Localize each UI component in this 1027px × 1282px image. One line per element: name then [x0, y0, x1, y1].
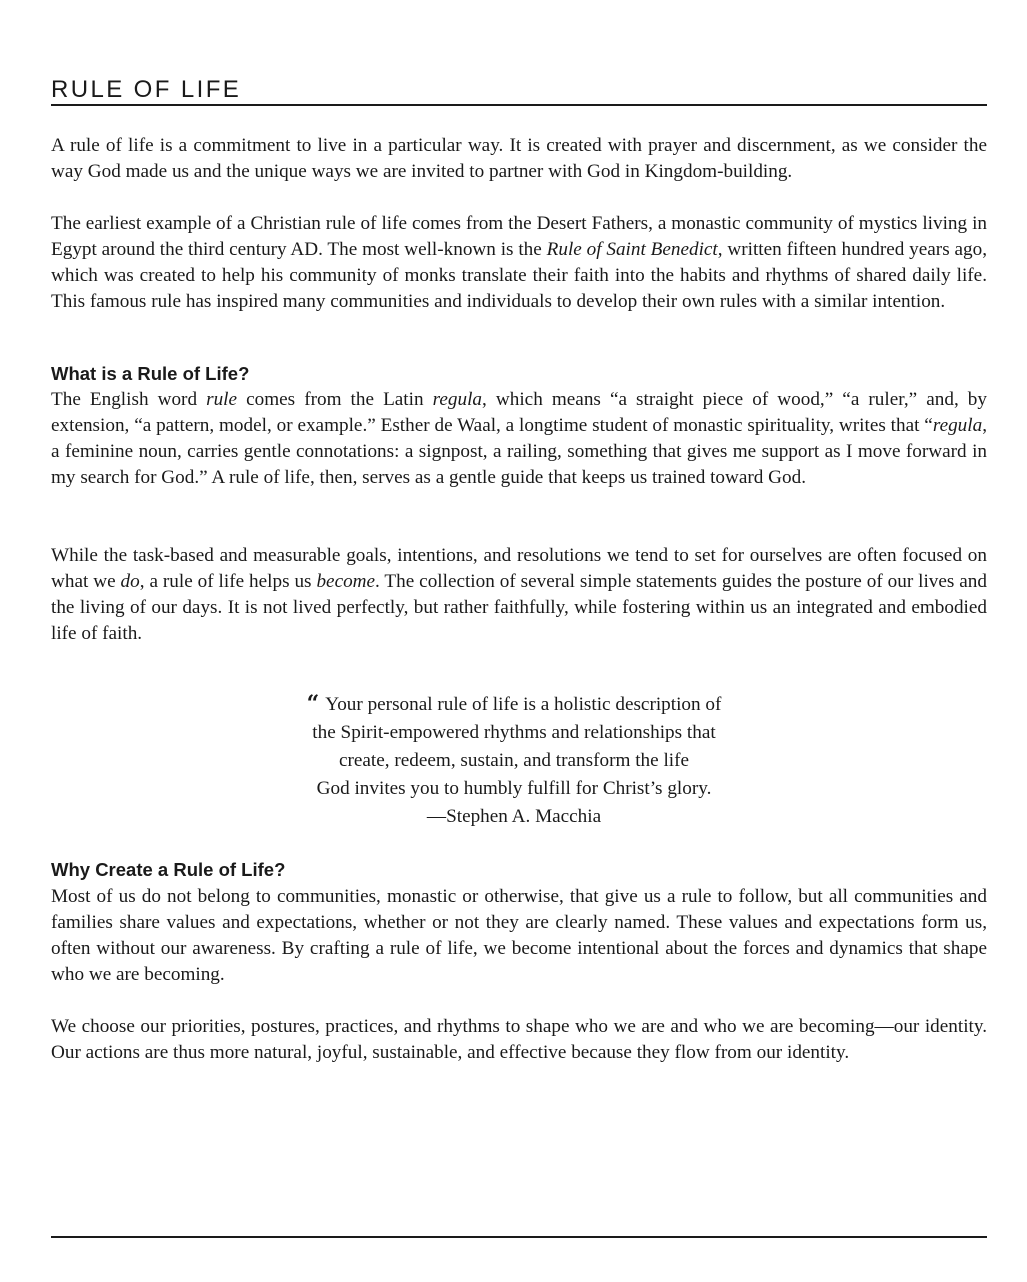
what-paragraph-2-text-c: . The collection of several simple statements guides the posture of our lives and the living of our days. It is not lived perfectly, but rather faithfully, while fostering within us an integrated and embodied life of faith.: [51, 571, 987, 644]
footer-divider: [51, 1236, 987, 1238]
what-paragraph-1-text-b: comes from the Latin: [237, 389, 433, 410]
term-become: become: [316, 571, 376, 592]
what-paragraph-1: [51, 387, 987, 491]
quote-line-3: create, redeem, sustain, and transform the life: [338, 750, 690, 771]
pull-quote: [251, 690, 777, 831]
what-paragraph-1-text-d: , a feminine noun, carries gentle connotations: a signpost, a railing, something that gives me support as I move forward in my search for God.” A rule of life, then, serves as a gentle guide that keeps us trained toward God.: [51, 415, 987, 488]
quote-line-1-wrap: [251, 690, 777, 719]
document-page: [51, 0, 987, 1282]
what-paragraph-2-text-a: While the task-based and measurable goals, intentions, and resolutions we tend to set for ourselves are often focused on what we: [51, 545, 987, 592]
intro-paragraph-2-text-b: , written fifteen hundred years ago, which was created to help his community of monks translate their faith into the habits and rhythms of shared daily life. This famous rule has inspired many communities and individuals to develop their own rules with a similar intention.: [51, 239, 987, 312]
why-paragraph-1: Most of us do not belong to communities, monastic or otherwise, that give us a rule to follow, but all communities and families share values and expectations, whether or not they are clearly named. These values and expectations form us, often without our awareness. By crafting a rule of life, we become intentional about the forces and dynamics that shape who we are becoming.: [51, 886, 987, 985]
quote-attribution: —Stephen A. Macchia: [426, 806, 602, 827]
term-do: do: [120, 571, 140, 592]
intro-paragraph-2: [51, 211, 987, 315]
what-paragraph-1-text-c: , which means “a straight piece of wood,” “a ruler,” and, by extension, “a pattern, model, or example.” Esther de Waal, a longtime student of monastic spirituality, writes that “: [51, 389, 987, 436]
what-is-rule-heading: What is a Rule of Life?: [51, 363, 250, 384]
title-divider: [51, 104, 987, 106]
quote-line-1: Your personal rule of life is a holistic description of: [325, 694, 722, 715]
page-title: RULE OF LIFE: [51, 76, 242, 103]
quote-line-4: God invites you to humbly fulfill for Christ’s glory.: [316, 778, 712, 799]
what-paragraph-2-text-b: , a rule of life helps us: [139, 571, 317, 592]
term-regula-quoted: regula: [932, 415, 983, 436]
term-regula: regula: [432, 389, 483, 410]
term-rule: rule: [206, 389, 238, 410]
why-paragraph-2: We choose our priorities, postures, practices, and rhythms to shape who we are and who we are becoming—our identity. Our actions are thus more natural, joyful, sustainable, and effective because they flow from our identity.: [51, 1016, 987, 1063]
quote-mark-icon: “: [306, 691, 320, 717]
what-paragraph-1-text-a: The English word: [51, 389, 207, 410]
intro-paragraph-1: A rule of life is a commitment to live in a particular way. It is created with prayer and discernment, as we consider the way God made us and the unique ways we are invited to partner with God in Kingdom-building.: [51, 135, 987, 182]
why-create-heading: Why Create a Rule of Life?: [51, 859, 286, 880]
rule-of-saint-benedict-title: Rule of Saint Benedict: [546, 239, 718, 260]
intro-paragraph-2-text-a: The earliest example of a Christian rule of life comes from the Desert Fathers, a monastic community of mystics living in Egypt around the third century AD. The most well-known is the: [51, 213, 987, 260]
quote-line-2: the Spirit-empowered rhythms and relationships that: [312, 722, 716, 743]
what-paragraph-2: [51, 543, 987, 647]
